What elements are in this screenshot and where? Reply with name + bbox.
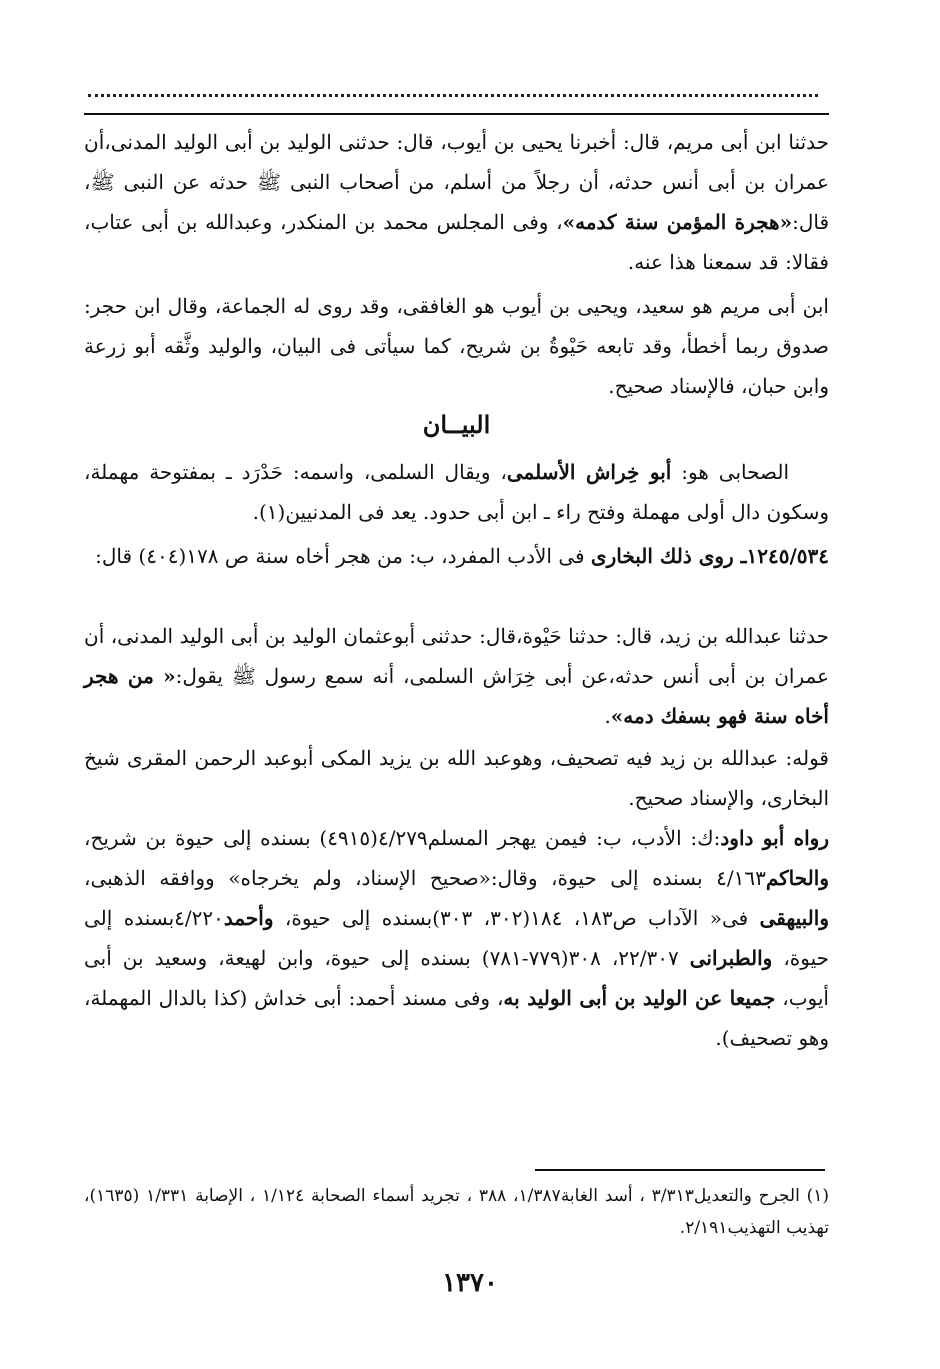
paragraph-hadith-number <box>84 536 829 576</box>
para1-text: حدثنا ابن أبى مريم، قال: أخبرنا يحيى بن أيوب، قال: حدثنى الوليد بن أبى الوليد المدنى،أن عمران بن أبى أنس حدثه، أن رجلاً من أسلم، من أصحاب النبى ﷺ حدثه عن النبى ﷺ، قال: <box>84 130 830 234</box>
source-bayhaqi: والبيهقى <box>759 906 829 930</box>
source-abu-dawud: رواه أبو داود <box>720 826 829 850</box>
para4-rest: فى الأدب المفرد، ب: من هجر أخاه سنة ص ١٧٨(٤٠٤) قال: <box>95 544 591 568</box>
source-all-from-walid: جميعا عن الوليد بن أبى الوليد به <box>503 986 776 1010</box>
para3-bold: أبو خِراش الأسلمى <box>506 460 672 484</box>
para1-bold: «هجرة المؤمن سنة كدمه» <box>562 210 793 234</box>
source-text-6: ، وفى مسند أحمد: أبى خداش (كذا بالدال المهملة، وهو تصحيف). <box>84 986 829 1050</box>
para6-text: قوله: عبدالله بن زيد فيه تصحيف، وهوعبد الله بن يزيد المكى أبوعبد الرحمن المقرى شيخ البخارى، والإسناد صحيح. <box>84 746 829 810</box>
dotted-header-line <box>88 80 818 97</box>
para3-b: ، ويقال السلمى، واسمه: حَدْرَد ـ بمفتوحة مهملة، وسكون دال أولى مهملة وفتح راء ـ ابن أبى حدود. يعد فى المدنيين(١). <box>84 460 829 524</box>
para2-text: ابن أبى مريم هو سعيد، ويحيى بن أيوب هو الغافقى، وقد روى له الجماعة، وقال ابن حجر: صدوق ربما أخطأ، وقد تابعه حَيْوةُ بن شريح، كما سيأتى فى البيان، والوليد وثَّقه أبو زرعة وابن حبان، فالإسناد صحيح. <box>84 294 829 398</box>
header-rule <box>84 113 829 115</box>
paragraph-companion <box>84 452 829 532</box>
footnote-rule <box>535 1169 825 1171</box>
section-heading: البيــان <box>422 410 491 439</box>
source-ahmad: وأحمد <box>223 906 274 930</box>
para5-end: . <box>604 704 611 728</box>
source-tabarani: والطبرانى <box>689 946 773 970</box>
para5-bold: « من هجر أخاه سنة فهو بسفك دمه» <box>84 664 829 728</box>
para3-a: الصحابى هو: <box>671 460 790 484</box>
source-text-4: ٤/٢٢٠بسنده إلى حيوة، <box>84 906 829 970</box>
para4-bold: ١٢٤٥/٥٣٤ـ روى ذلك البخارى <box>590 544 829 568</box>
paragraph-commentary-2 <box>84 738 829 818</box>
source-text-5: ٢٢/٣٠٧، ٣٠٨(٧٧٩-٧٨١) بسنده إلى حيوة، وابن لهيعة، وسعيد بن أبى أيوب، <box>84 946 829 1010</box>
source-text-1: :ك: الأدب، ب: فيمن يهجر المسلم٤/٢٧٩(٤٩١٥) بسنده إلى حيوة بن شريح، <box>84 826 721 850</box>
paragraph-hadith-2 <box>84 616 829 736</box>
paragraph-sources <box>84 818 829 1058</box>
paragraph-commentary-1 <box>84 286 829 406</box>
para1-end: ، وفى المجلس محمد بن المنكدر، وعبدالله بن أبى عتاب، فقالا: قد سمعنا هذا عنه. <box>84 210 829 274</box>
paragraph-hadith-1 <box>84 122 829 282</box>
source-text-3: فى« الآداب ص١٨٣، ١٨٤(٣٠٢، ٣٠٣)بسنده إلى حيوة، <box>273 906 760 930</box>
source-hakim: والحاكم <box>765 866 829 890</box>
source-text-2: ٤/١٦٣ بسنده إلى حيوة، وقال:«صحيح الإسناد، ولم يخرجاه» ووافقه الذهبى، <box>84 866 766 890</box>
page-number: ١٣٧٠ <box>442 1268 498 1298</box>
para5-text: حدثنا عبدالله بن زيد، قال: حدثنا حَيْوة،قال: حدثنى أبوعثمان الوليد بن أبى الوليد المدنى، أن عمران بن أبى أنس حدثه،عن أبى خِرَاش السلمى، أنه سمع رسول ﷺ يقول: <box>84 624 830 688</box>
footnote: (١) الجرح والتعديل٣/٣١٣ ، أسد الغابة١/٣٨٧، ٣٨٨ ، تجريد أسماء الصحابة ١/١٢٤ ، الإصابة ١/٣٣١ (١٦٣٥)، تهذيب التهذيب٢/١٩١. <box>84 1186 830 1238</box>
